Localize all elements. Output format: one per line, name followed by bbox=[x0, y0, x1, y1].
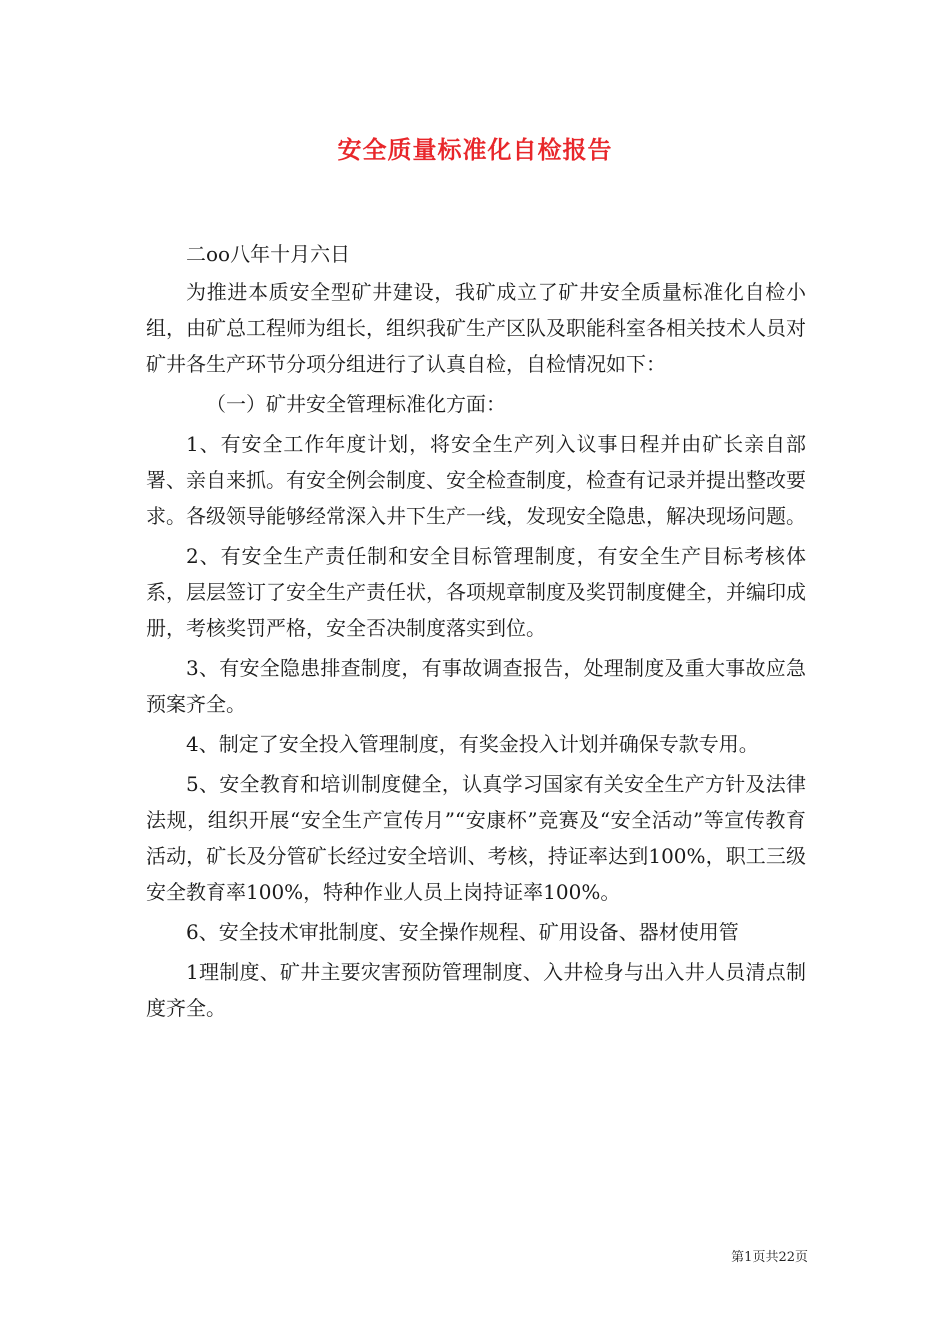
document-title: 安全质量标准化自检报告 bbox=[337, 135, 613, 164]
page-number: 第1页共22页 bbox=[731, 1250, 808, 1265]
paragraph-item-2: 2、有安全生产责任制和安全目标管理制度，有安全生产目标考核体系，层层签订了安全生产责任状，各项规章制度及奖罚制度健全，并编印成册，考核奖罚严格，安全否决制度落实到位。 bbox=[146, 544, 806, 640]
paragraph-item-1: 1、有安全工作年度计划，将安全生产列入议事日程并由矿长亲自部署、亲自来抓。有安全例会制度、安全检查制度，检查有记录并提出整改要求。各级领导能够经常深入井下生产一线，发现安全隐患，解决现场问题。 bbox=[146, 432, 806, 528]
document-date: 二oo八年十月六日 bbox=[186, 242, 351, 266]
paragraph-item-6: 6、安全技术审批制度、安全操作规程、矿用设备、器材使用管 bbox=[186, 920, 739, 944]
section-heading: （一）矿井安全管理标准化方面： bbox=[206, 392, 506, 416]
paragraph-item-6-continued: 1理制度、矿井主要灾害预防管理制度、入井检身与出入井人员清点制度齐全。 bbox=[146, 960, 806, 1020]
document-body bbox=[146, 236, 806, 1030]
paragraph-intro: 为推进本质安全型矿井建设，我矿成立了矿井安全质量标准化自检小组，由矿总工程师为组长，组织我矿生产区队及职能科室各相关技术人员对矿井各生产环节分项分组进行了认真自检，自检情况如下： bbox=[146, 280, 806, 376]
paragraph-item-5: 5、安全教育和培训制度健全，认真学习国家有关安全生产方针及法律法规，组织开展“安全生产宣传月”“安康杯”竞赛及“安全活动”等宣传教育活动，矿长及分管矿长经过安全培训、考核，持证率达到100%，职工三级安全教育率100%，特种作业人员上岗持证率100%。 bbox=[146, 772, 806, 904]
paragraph-item-3: 3、有安全隐患排查制度，有事故调查报告，处理制度及重大事故应急预案齐全。 bbox=[146, 656, 806, 716]
paragraph-item-4: 4、制定了安全投入管理制度，有奖金投入计划并确保专款专用。 bbox=[186, 732, 759, 756]
